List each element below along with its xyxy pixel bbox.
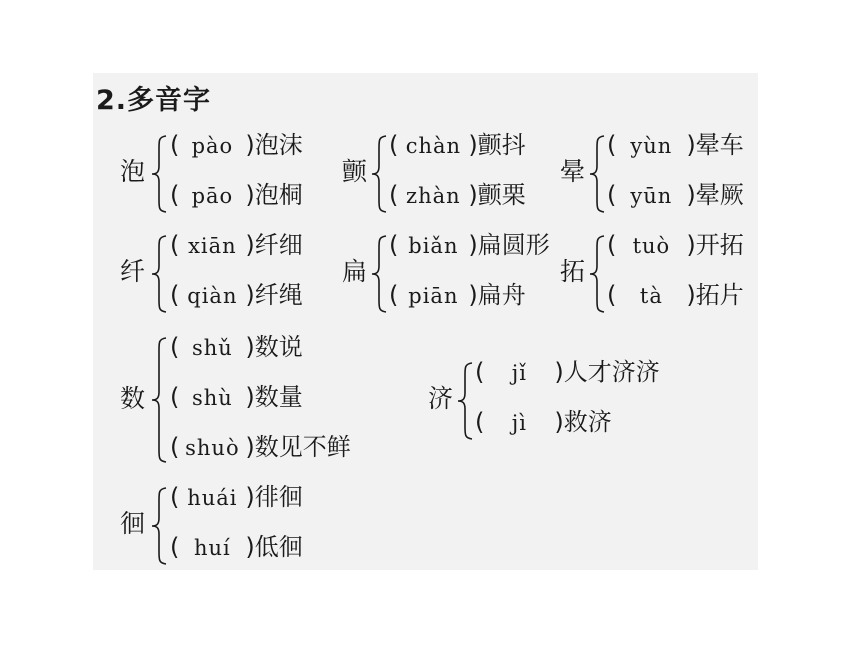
pinyin-text: huí [193,536,231,560]
close-paren: ) [245,333,255,361]
open-paren: ( [170,281,180,309]
brace-icon [150,336,168,464]
group-head-char: 扁 [342,257,368,286]
pinyin-text: jì [511,411,527,435]
reading-line [475,357,660,388]
close-paren: ) [245,131,255,159]
example-word: 纤细 [254,231,303,259]
example-word: 救济 [563,408,612,436]
pinyin-text: pāo [191,184,234,208]
brace-icon [456,361,474,441]
brace-icon [150,486,168,566]
example-word: 泡沫 [254,131,303,159]
open-paren: ( [170,383,180,411]
group-head-char: 数 [120,384,146,413]
close-paren: ) [686,131,696,159]
open-paren: ( [170,333,180,361]
reading-line [170,332,303,363]
open-paren: ( [170,181,180,209]
close-paren: ) [468,181,478,209]
example-word: 数见不鲜 [254,433,351,461]
close-paren: ) [245,383,255,411]
open-paren: ( [389,281,399,309]
open-paren: ( [389,131,399,159]
example-word: 晕厥 [695,181,744,209]
reading-line [607,180,744,211]
brace-icon [150,134,168,214]
open-paren: ( [607,131,617,159]
reading-line [170,280,303,311]
brace-icon [370,134,388,214]
pinyin-text: tuò [632,234,671,258]
group-head-char: 晕 [560,157,586,186]
close-paren: ) [554,358,564,386]
pinyin-text: shù [191,386,233,410]
open-paren: ( [389,181,399,209]
close-paren: ) [245,231,255,259]
example-word: 拓片 [695,281,744,309]
group-head-char: 颤 [342,157,368,186]
open-paren: ( [389,231,399,259]
group-head-char: 徊 [120,509,146,538]
reading-line [170,482,303,513]
close-paren: ) [686,181,696,209]
pinyin-text: chàn [405,134,462,158]
reading-line [170,180,303,211]
close-paren: ) [468,281,478,309]
group-head-char: 济 [428,384,454,413]
pinyin-text: xiān [188,234,237,258]
open-paren: ( [170,483,180,511]
reading-line [170,532,303,563]
group-head-char: 拓 [560,257,586,286]
brace-icon [370,234,388,314]
pinyin-text: yùn [630,134,673,158]
section-title: 2.多音字 [96,85,212,116]
pinyin-text: biǎn [408,234,459,258]
open-paren: ( [607,281,617,309]
example-word: 徘徊 [254,483,303,511]
open-paren: ( [607,231,617,259]
example-word: 颤栗 [477,181,526,209]
example-word: 开拓 [695,231,744,259]
reading-line [607,280,744,311]
example-word: 扁舟 [477,281,526,309]
reading-line [389,280,526,311]
open-paren: ( [475,408,485,436]
open-paren: ( [170,131,180,159]
brace-icon [150,234,168,314]
reading-line [170,432,351,463]
open-paren: ( [170,533,180,561]
pinyin-text: qiàn [187,284,238,308]
close-paren: ) [245,483,255,511]
reading-line [170,382,303,413]
example-word: 扁圆形 [477,231,550,259]
open-paren: ( [607,181,617,209]
pinyin-text: shuò [185,436,240,460]
brace-icon [588,234,606,314]
open-paren: ( [170,433,180,461]
close-paren: ) [468,231,478,259]
example-word: 数说 [254,333,303,361]
reading-line [475,407,612,438]
reading-line [389,230,550,261]
group-head-char: 纤 [120,257,146,286]
example-word: 晕车 [695,131,744,159]
reading-line [389,180,526,211]
pinyin-text: piān [408,284,459,308]
example-word: 纤绳 [254,281,303,309]
close-paren: ) [245,281,255,309]
brace-icon [588,134,606,214]
pinyin-text: jǐ [511,361,527,385]
close-paren: ) [468,131,478,159]
pinyin-text: shǔ [191,336,233,360]
open-paren: ( [475,358,485,386]
pinyin-text: zhàn [406,184,461,208]
pinyin-text: tà [639,284,663,308]
pinyin-text: pào [191,134,234,158]
close-paren: ) [554,408,564,436]
close-paren: ) [686,281,696,309]
group-head-char: 泡 [120,157,146,186]
close-paren: ) [245,181,255,209]
close-paren: ) [245,433,255,461]
example-word: 泡桐 [254,181,303,209]
example-word: 低徊 [254,533,303,561]
reading-line [170,130,303,161]
reading-line [607,230,744,261]
close-paren: ) [245,533,255,561]
reading-line [389,130,526,161]
example-word: 颤抖 [477,131,526,159]
pinyin-text: huái [187,486,238,510]
reading-line [170,230,303,261]
reading-line [607,130,744,161]
example-word: 人才济济 [563,358,660,386]
pinyin-text: yūn [630,184,673,208]
close-paren: ) [686,231,696,259]
example-word: 数量 [254,383,303,411]
open-paren: ( [170,231,180,259]
